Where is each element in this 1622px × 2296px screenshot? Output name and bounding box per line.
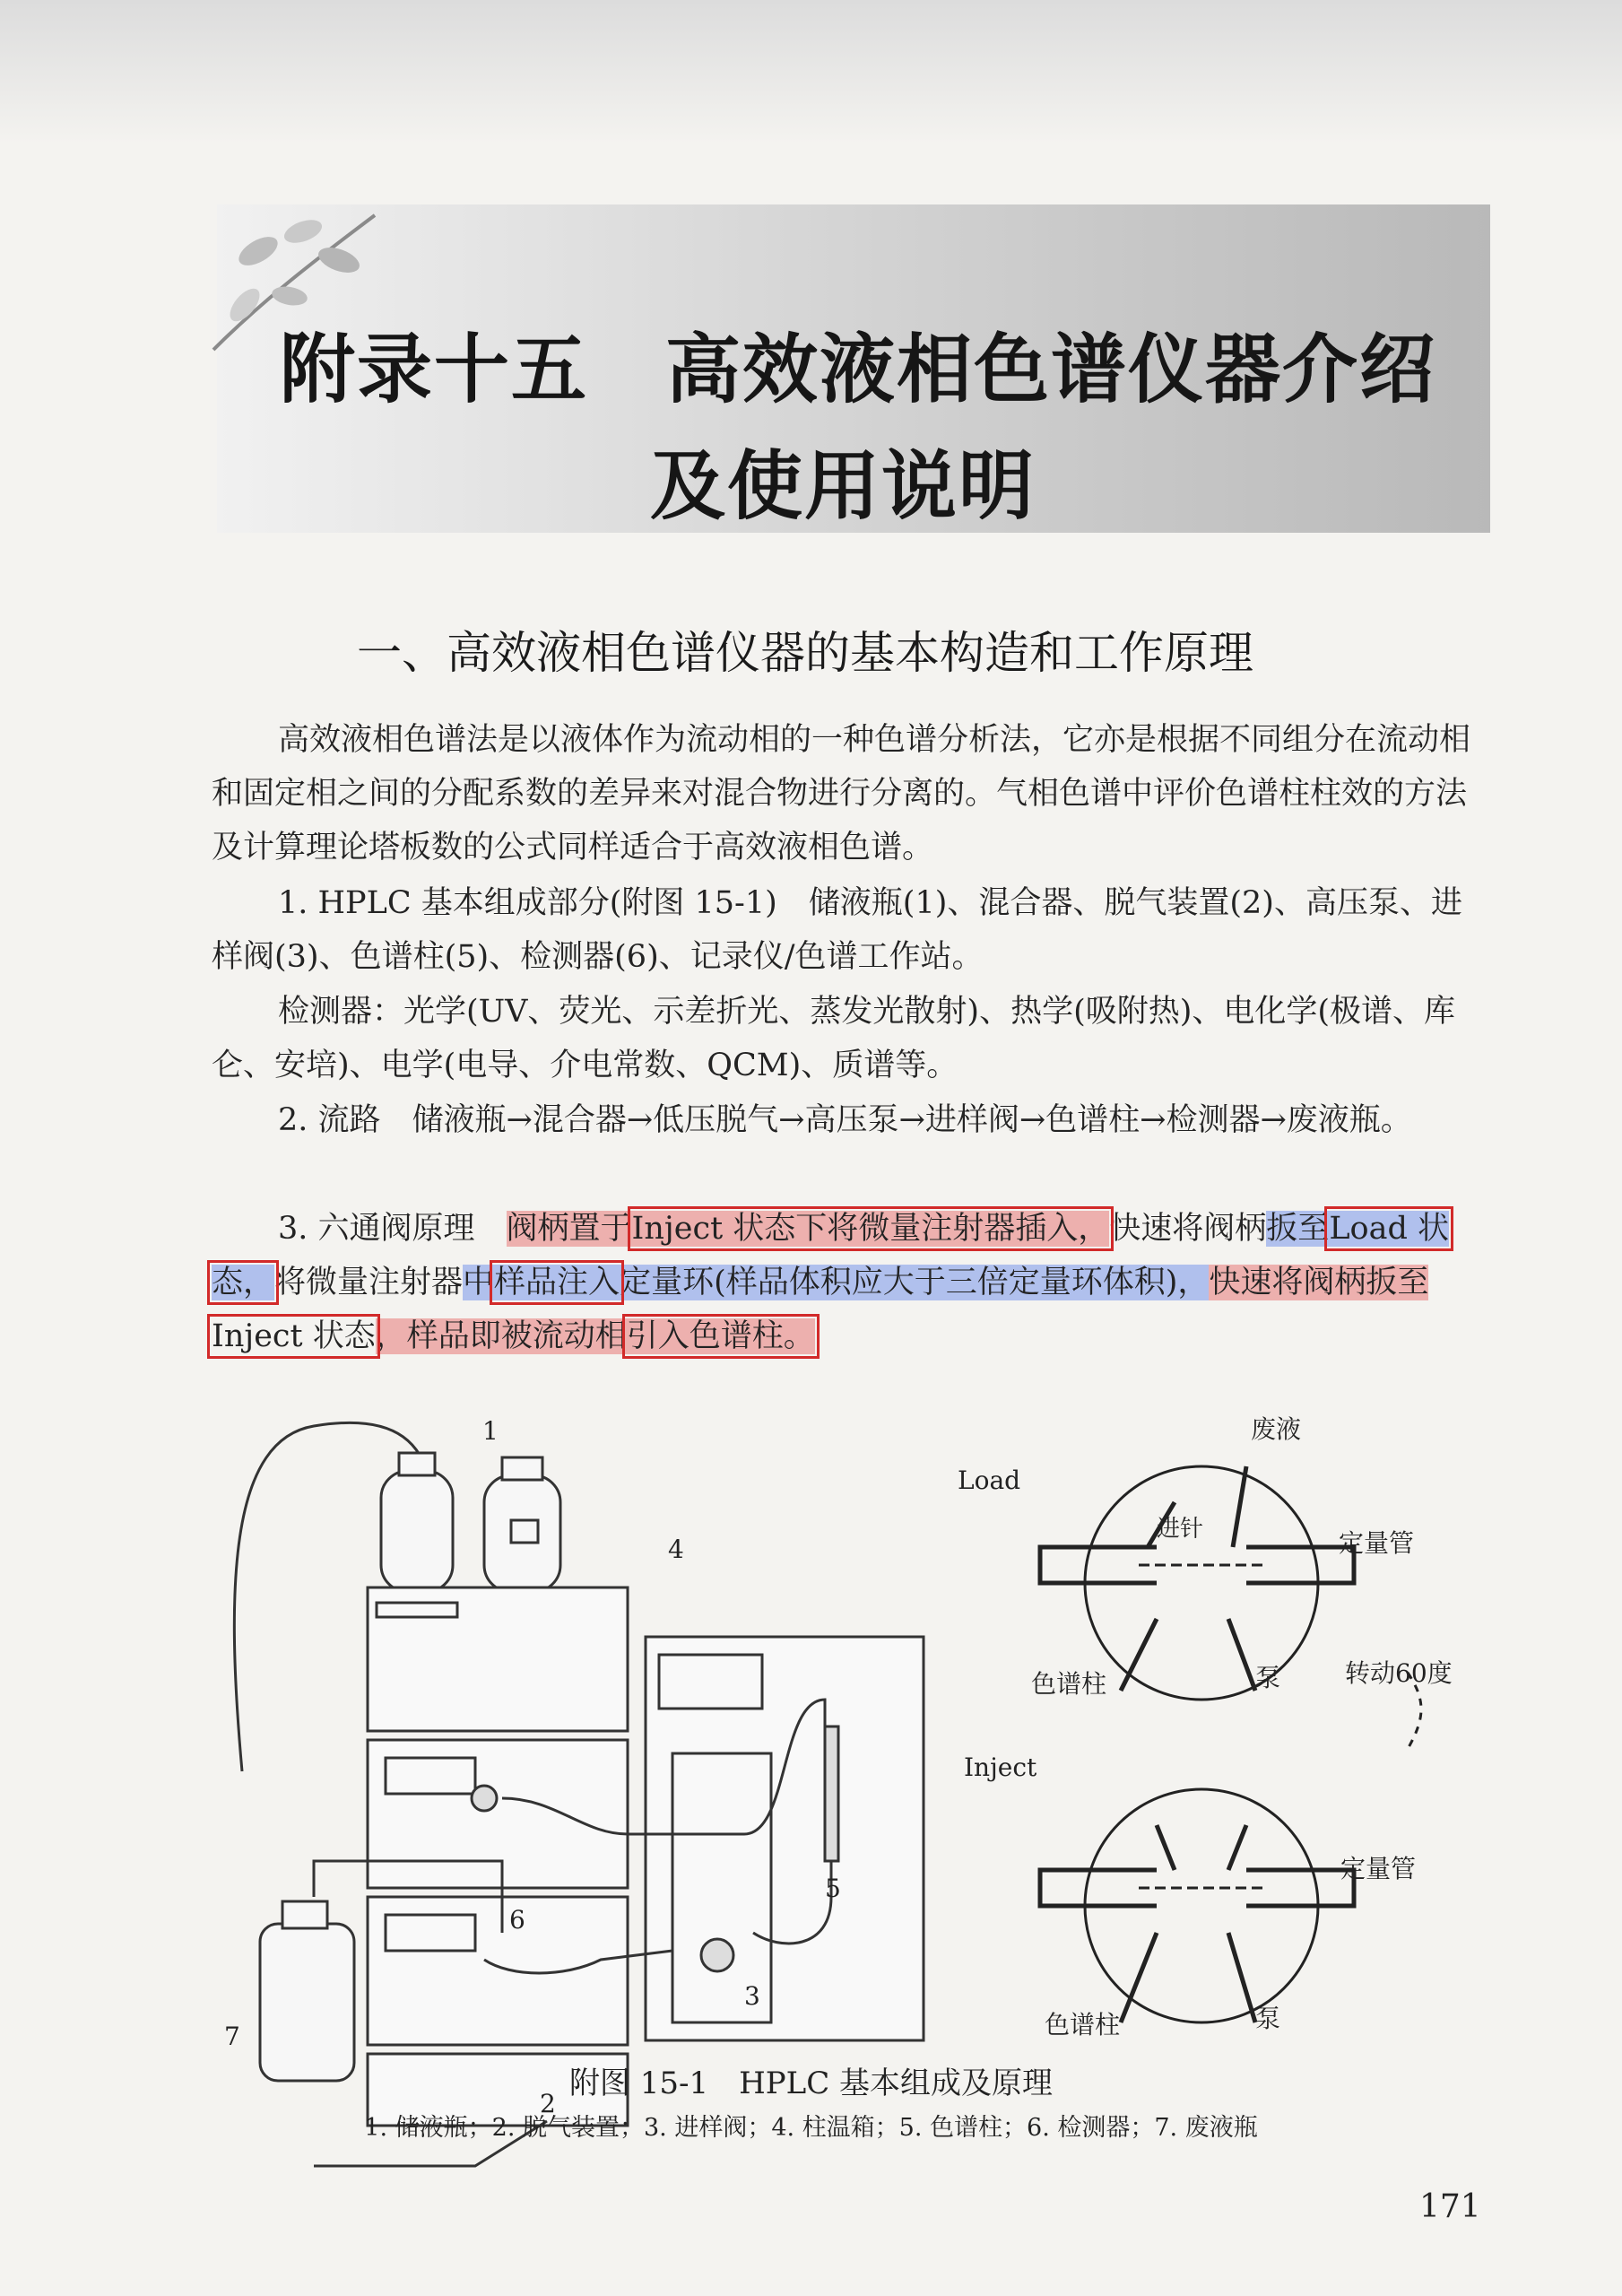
page-top-shade <box>0 0 1622 144</box>
figure-caption: 附图 15-1 HPLC 基本组成及原理 <box>568 2066 1054 2101</box>
highlight-blue: 定量环(样品体积应大于三倍定量环体积)， <box>620 1265 1210 1300</box>
boxed-inject-state: Inject 状态 <box>212 1318 376 1354</box>
text-segment: 快速将阀柄 <box>1109 1211 1267 1247</box>
paragraph-flow-path: 2. 流路 储液瓶→混合器→低压脱气→高压泵→进样阀→色谱柱→检测器→废液瓶。 <box>278 1102 1412 1138</box>
valve-heading: 3. 六通阀原理 <box>278 1211 507 1247</box>
valve-column-label-bottom: 色谱柱 <box>1045 2010 1121 2039</box>
highlight-blue: 扳至 <box>1266 1211 1330 1247</box>
label-2: 2 <box>540 2089 556 2118</box>
section-heading: 一、高效液相色谱仪器的基本构造和工作原理 <box>357 627 1253 679</box>
page-title-line-1: 附录十五 高效液相色谱仪器介绍 <box>280 326 1437 413</box>
label-4: 4 <box>668 1535 684 1564</box>
highlight-blue: 中 <box>463 1265 495 1300</box>
hplc-instrument-drawing <box>234 1422 924 2166</box>
boxed-load-state: Load 状态， <box>212 1211 1450 1300</box>
label-6: 6 <box>509 1905 525 1935</box>
text-segment: 将微量注射器 <box>274 1265 464 1300</box>
valve-inject-label: Inject <box>964 1752 1037 1782</box>
page-title-line-2: 及使用说明 <box>650 442 1037 530</box>
highlight-red: 快速将阀柄扳至 <box>1209 1265 1429 1300</box>
valve-load-label: Load <box>958 1465 1021 1495</box>
label-1: 1 <box>482 1416 499 1446</box>
valve-waste-label: 废液 <box>1251 1414 1302 1444</box>
label-5: 5 <box>825 1874 841 1903</box>
highlight-red: 阀柄置于 <box>506 1211 632 1247</box>
page-number: 171 <box>1419 2188 1481 2225</box>
boxed-sample-injection: 样品注入 <box>494 1265 620 1300</box>
valve-inject-needle-label: 进针 <box>1157 1516 1204 1543</box>
valve-rotate-label: 转动60度 <box>1345 1658 1453 1688</box>
valve-loop-label-bottom: 定量管 <box>1340 1854 1417 1883</box>
valve-column-label-top: 色谱柱 <box>1031 1669 1107 1699</box>
paragraph-intro: 高效液相色谱法是以液体作为流动相的一种色谱分析法，它亦是根据不同组分在流动相和固定相之间的分配系数的差异来对混合物进行分离的。气相色谱中评价色谱柱柱效的方法及计算理论塔板数的公式同样适合于高效液相色谱。 <box>212 722 1471 865</box>
paragraph-detectors: 检测器：光学(UV、荧光、示差折光、蒸发光散射)、热学(吸附热)、电化学(极谱、库仑、安培)、电学(电导、介电常数、QCM)、质谱等。 <box>212 994 1456 1083</box>
valve-pump-label-bottom: 泵 <box>1255 2004 1281 2033</box>
highlight-red: ，样品即被流动相 <box>375 1318 627 1354</box>
figure-legend: 1. 储液瓶；2. 脱气装置；3. 进样阀；4. 柱温箱；5. 色谱柱；6. 检测器；7. 废液瓶 <box>364 2114 1258 2142</box>
label-3: 3 <box>744 1981 760 2011</box>
boxed-inject-step: Inject 状态下将微量注射器插入， <box>631 1211 1110 1247</box>
valve-pump-label-top: 泵 <box>1255 1663 1281 1692</box>
paragraph-hplc-components: 1. HPLC 基本组成部分(附图 15-1) 储液瓶(1)、混合器、脱气装置(2)、高压泵、进样阀(3)、色谱柱(5)、检测器(6)、记录仪/色谱工作站。 <box>212 885 1462 975</box>
paragraph-six-port-valve <box>212 1202 1485 1363</box>
label-7: 7 <box>224 2022 240 2051</box>
valve-loop-label-top: 定量管 <box>1339 1528 1415 1558</box>
boxed-column-entry: 引入色谱柱。 <box>626 1318 815 1354</box>
